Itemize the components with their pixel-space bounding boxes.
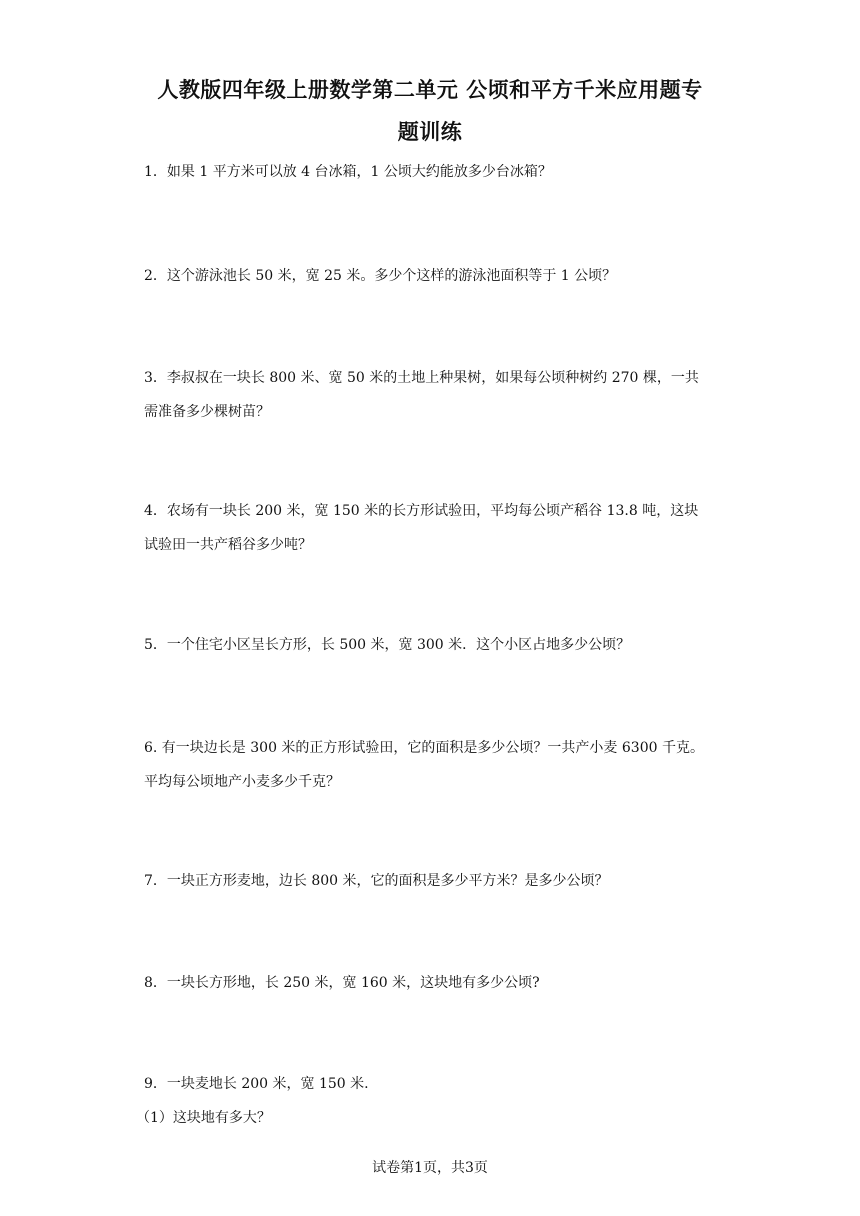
question-9 <box>136 1067 724 1135</box>
question-line: 需准备多少棵树苗？ <box>144 404 270 420</box>
question-line: 1．如果 1 平方米可以放 4 台冰箱，1 公顷大约能放多少台冰箱？ <box>144 164 552 180</box>
question-line: 6. 有一块边长是 300 米的正方形试验田，它的面积是多少公顷？一共产小麦 6300 千克。 <box>144 740 704 756</box>
page-footer: 试卷第1页，共3页 <box>372 1160 488 1176</box>
question-line: 9．一块麦地长 200 米，宽 150 米. <box>144 1076 369 1092</box>
page-title-line1: 人教版四年级上册数学第二单元 公顷和平方千米应用题专 <box>157 78 703 102</box>
question-line: 2．这个游泳池长 50 米，宽 25 米。多少个这样的游泳池面积等于 1 公顷？ <box>144 268 617 284</box>
question-line: 4．农场有一块长 200 米，宽 150 米的长方形试验田，平均每公顷产稻谷 13.8 吨，这块 <box>144 503 699 519</box>
question-3 <box>144 361 724 429</box>
question-6 <box>144 731 724 799</box>
question-subline: （1）这块地有多大？ <box>136 1110 271 1126</box>
question-7 <box>144 864 724 898</box>
question-line: 7．一块正方形麦地，边长 800 米，它的面积是多少平方米？是多少公顷？ <box>144 873 609 889</box>
question-5 <box>144 628 724 662</box>
question-line: 5．一个住宅小区呈长方形，长 500 米，宽 300 米．这个小区占地多少公顷？ <box>144 637 631 653</box>
question-2 <box>144 259 724 293</box>
question-line: 8．一块长方形地，长 250 米，宽 160 米，这块地有多少公顷? <box>144 975 540 991</box>
question-line: 试验田一共产稻谷多少吨？ <box>144 537 312 553</box>
question-4 <box>144 494 724 562</box>
question-8 <box>144 966 724 1000</box>
question-line: 平均每公顷地产小麦多少千克？ <box>144 774 340 790</box>
page-title-line2: 题训练 <box>397 120 463 144</box>
question-1 <box>144 155 724 189</box>
question-line: 3．李叔叔在一块长 800 米、宽 50 米的土地上种果树，如果每公顷种树约 270 棵，一共 <box>144 370 699 386</box>
